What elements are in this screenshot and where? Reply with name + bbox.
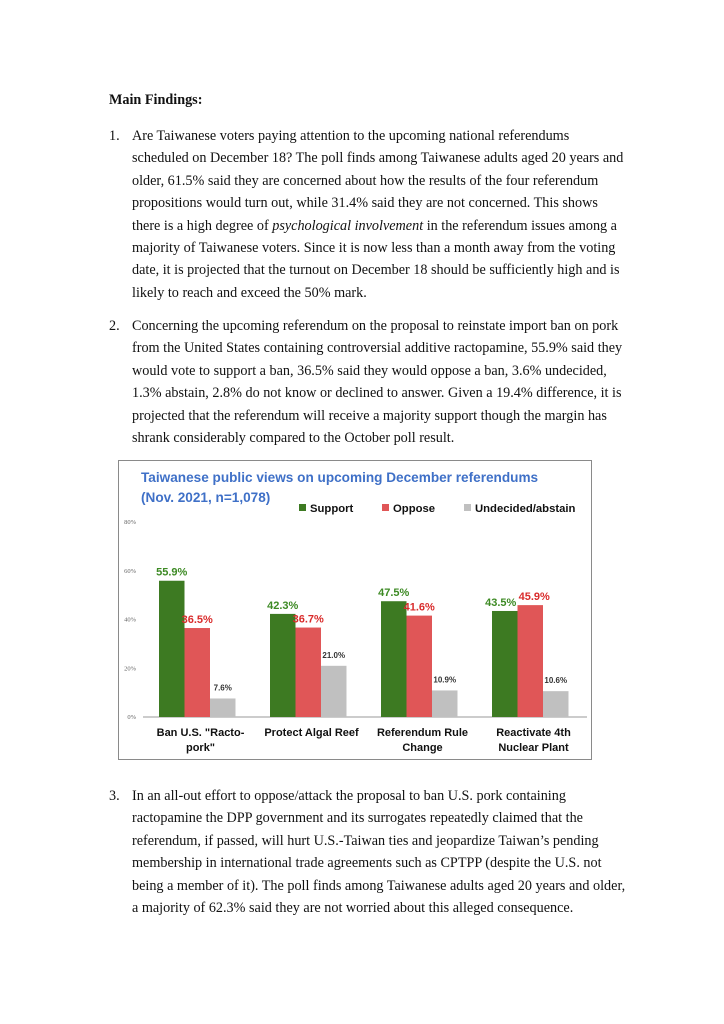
data-label: 36.7% bbox=[292, 613, 324, 626]
category-label: Change bbox=[402, 742, 443, 754]
data-label: 43.5% bbox=[485, 596, 517, 609]
finding-text-part: Are Taiwanese voters paying attention to the upcoming national referendums scheduled on December 18? The poll finds among Taiwanese adults aged 20 years and older, 61.5% said they are concerned about how the results of the four referendum propositions would turn out, while 31.4% said they are not concerned. This shows there is a high degree of bbox=[132, 128, 624, 234]
chart-canvas bbox=[119, 461, 591, 759]
data-label: 41.6% bbox=[403, 601, 435, 614]
finding-text: In an all-out effort to oppose/attack the proposal to ban U.S. pork containing ractopamine the DPP government and its surrogates repeatedly claimed that the referendum, if passed, will hurt U.S.-Taiwan ties and jeopardize Taiwan’s pending membership in international trade agreements such as CPTPP (despite the U.S. not being a member of it). The poll finds among Taiwanese adults aged 20 years and older, a majority of 62.3% said they are not worried about this alleged consequence. bbox=[132, 788, 626, 917]
legend-swatch bbox=[299, 504, 306, 511]
data-label: 10.9% bbox=[433, 675, 457, 685]
data-label: 7.6% bbox=[213, 683, 232, 693]
finding-3 bbox=[109, 785, 629, 919]
data-label: 45.9% bbox=[518, 591, 550, 604]
bar-undecided-abstain bbox=[432, 690, 458, 717]
section-heading: Main Findings: bbox=[109, 92, 203, 108]
category-label: Ban U.S. "Racto- bbox=[156, 727, 245, 739]
finding-text-part: in the referendum issues among a majority of Taiwanese voters. Since it is now less than a month away from the voting date, it is projected that the turnout on December 18 should be sufficiently high and is likely to reach and exceed the 50% mark. bbox=[132, 217, 620, 301]
bar-oppose bbox=[296, 628, 322, 717]
category-label: Nuclear Plant bbox=[498, 742, 569, 754]
bar-oppose bbox=[407, 616, 433, 717]
finding-number: 1. bbox=[109, 128, 120, 144]
x-axis-labels bbox=[157, 727, 571, 754]
chart-legend bbox=[299, 503, 576, 515]
data-label: 55.9% bbox=[156, 566, 188, 579]
finding-text: Concerning the upcoming referendum on the proposal to reinstate import ban on pork from the United States containing controversial additive ractopamine, 55.9% said they would vote to support a ban, 36.5% said they would oppose a ban, 3.6% undecided, 1.3% abstain, 2.8% do not know or declined to answer. Given a 19.4% difference, it is projected that the referendum will receive a majority support though the margin has shrank considerably compared to the October poll result. bbox=[132, 318, 623, 447]
finding-text bbox=[132, 125, 629, 304]
bar-oppose bbox=[518, 605, 544, 717]
bar-undecided-abstain bbox=[543, 691, 569, 717]
data-label: 47.5% bbox=[378, 587, 410, 600]
category-label: pork" bbox=[185, 742, 216, 754]
bar-support bbox=[381, 601, 407, 717]
y-tick-label: 0% bbox=[127, 714, 136, 721]
referendum-chart bbox=[118, 460, 592, 760]
chart-title: Taiwanese public views on upcoming December referendums bbox=[141, 470, 539, 485]
data-label: 42.3% bbox=[267, 599, 299, 612]
legend-label: Support bbox=[310, 503, 354, 515]
category-label: Referendum Rule bbox=[376, 727, 469, 739]
data-label: 36.5% bbox=[181, 614, 213, 627]
legend-swatch bbox=[382, 504, 389, 511]
bar-oppose bbox=[185, 628, 211, 717]
y-tick-label: 60% bbox=[124, 567, 136, 575]
finding-1 bbox=[109, 125, 629, 304]
category-label: Protect Algal Reef bbox=[264, 727, 359, 739]
y-tick-label: 80% bbox=[124, 519, 136, 526]
bar-undecided-abstain bbox=[321, 666, 347, 717]
data-label: 21.0% bbox=[322, 650, 346, 660]
bar-support bbox=[492, 611, 518, 717]
chart-subtitle: (Nov. 2021, n=1,078) bbox=[141, 490, 271, 505]
legend-label: Undecided/abstain bbox=[475, 503, 576, 515]
finding-emphasis: psychological involvement bbox=[272, 217, 424, 234]
finding-number: 3. bbox=[109, 788, 120, 804]
bar-undecided-abstain bbox=[210, 698, 236, 717]
bar-support bbox=[159, 581, 185, 717]
finding-2 bbox=[109, 315, 629, 449]
y-tick-label: 20% bbox=[124, 665, 136, 673]
legend-label: Oppose bbox=[393, 503, 436, 515]
legend-swatch bbox=[464, 504, 471, 511]
category-label: Reactivate 4th bbox=[496, 727, 571, 739]
finding-number: 2. bbox=[109, 318, 120, 334]
y-tick-label: 40% bbox=[124, 616, 136, 624]
data-label: 10.6% bbox=[544, 676, 568, 686]
bar-support bbox=[270, 614, 296, 717]
